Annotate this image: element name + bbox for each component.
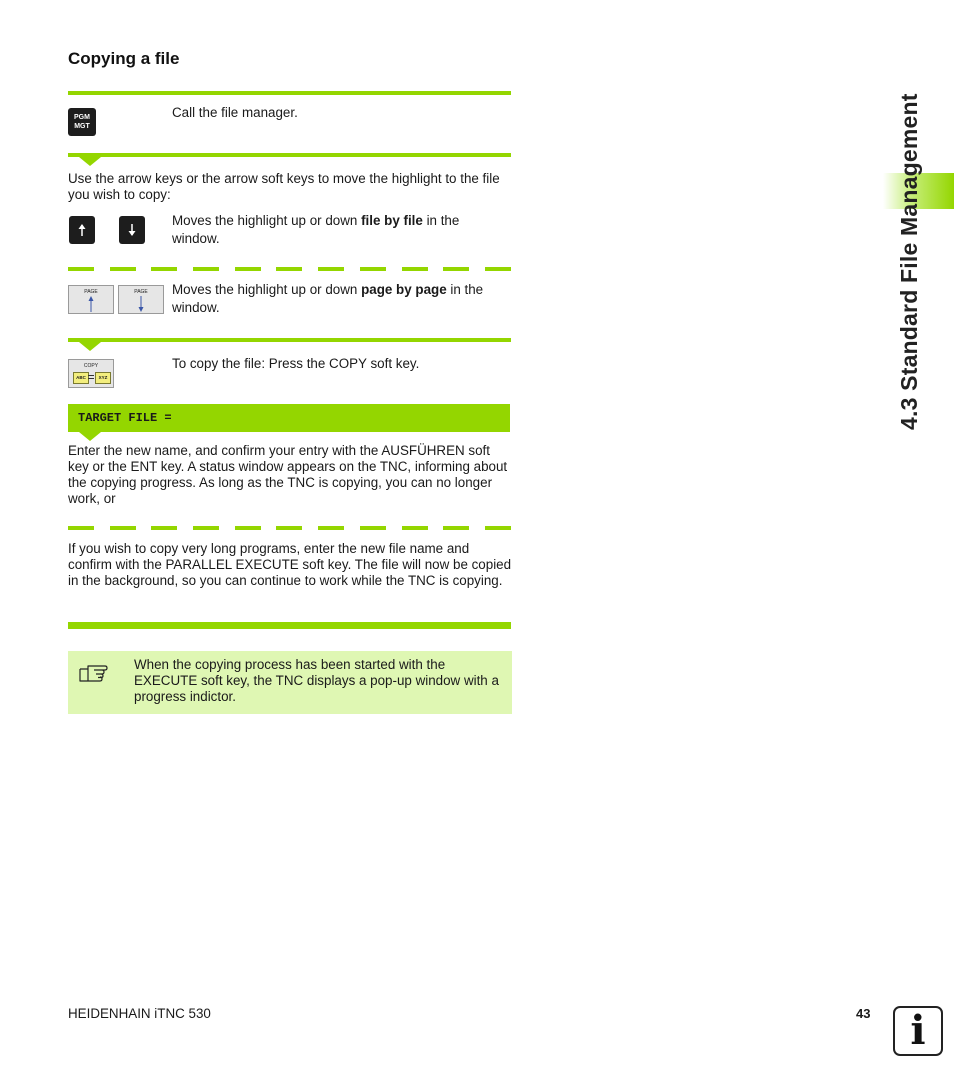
flow-arrow-icon (79, 157, 101, 166)
arrows-desc-post: in the window. (172, 213, 460, 246)
flow-arrow-icon (79, 432, 101, 441)
page-desc-bold: page by page (361, 282, 447, 297)
pgm-key-line1: PGM (74, 114, 90, 121)
arrow-up-key[interactable] (69, 216, 95, 244)
enter-description: Enter the new name, and confirm your entry with the AUSFÜHREN soft key or the ENT key. A status window appears on the TNC, informing about the copying progress. As long as the TNC is copying, you can no longer work, or (68, 443, 508, 506)
pgm-mgt-key[interactable] (68, 108, 96, 136)
section-rule (68, 153, 511, 157)
dashed-separator (68, 267, 511, 271)
pgm-key-line2: MGT (74, 123, 90, 130)
section-rule (68, 338, 511, 342)
page-down-softkey[interactable] (118, 285, 164, 314)
dashed-separator (68, 526, 511, 530)
info-icon (893, 1006, 943, 1056)
arrow-up-icon (69, 216, 95, 244)
arrow-down-icon (119, 216, 145, 244)
arrow-intro-text: Use the arrow keys or the arrow soft keys to move the highlight to the file you wish to copy: (68, 171, 500, 202)
arrows-desc-pre: Moves the highlight up or down (172, 213, 362, 228)
page-desc-post: in the window. (172, 282, 484, 315)
info-icon-glyph: i (910, 1007, 926, 1054)
copy-softkey-label: COPY (83, 363, 99, 369)
page-title: Copying a file (68, 49, 180, 68)
prompt-text: TARGET FILE = (78, 411, 172, 425)
copy-target-label: XYZ (95, 372, 111, 384)
page-number: 43 (856, 1006, 871, 1021)
section-end-rule (68, 622, 511, 629)
section-rule (68, 91, 511, 95)
call-manager-text: Call the file manager. (172, 105, 298, 120)
copy-description: To copy the file: Press the COPY soft key. (172, 356, 420, 371)
arrows-desc-bold: file by file (361, 213, 423, 228)
arrow-down-key[interactable] (119, 216, 145, 244)
page-up-arrow-icon (69, 294, 113, 314)
page-description (172, 281, 512, 317)
note-box (68, 651, 512, 714)
target-file-prompt (68, 404, 510, 432)
page-up-softkey[interactable] (68, 285, 114, 314)
copy-softkey[interactable] (68, 359, 114, 388)
copy-source-label: ABC (73, 372, 89, 384)
flow-arrow-icon (79, 342, 101, 351)
page-down-arrow-icon (119, 294, 163, 314)
page-down-label: PAGE (134, 289, 148, 295)
equals-icon (88, 375, 94, 379)
note-text: When the copying process has been started with the EXECUTE soft key, the TNC displays a pop-up window with a progress indictor. (134, 657, 499, 704)
sidebar-chapter-title: 4.3 Standard File Management (896, 93, 922, 430)
footer-product: HEIDENHAIN iTNC 530 (68, 1006, 211, 1021)
page-up-label: PAGE (84, 289, 98, 295)
page-desc-pre: Moves the highlight up or down (172, 282, 362, 297)
arrows-description (172, 212, 502, 248)
parallel-description: If you wish to copy very long programs, enter the new file name and confirm with the PARALLEL EXECUTE soft key. The file will now be copied in the background, so you can continue to work while the TNC is copying. (68, 541, 512, 588)
pointing-hand-icon (78, 661, 108, 685)
